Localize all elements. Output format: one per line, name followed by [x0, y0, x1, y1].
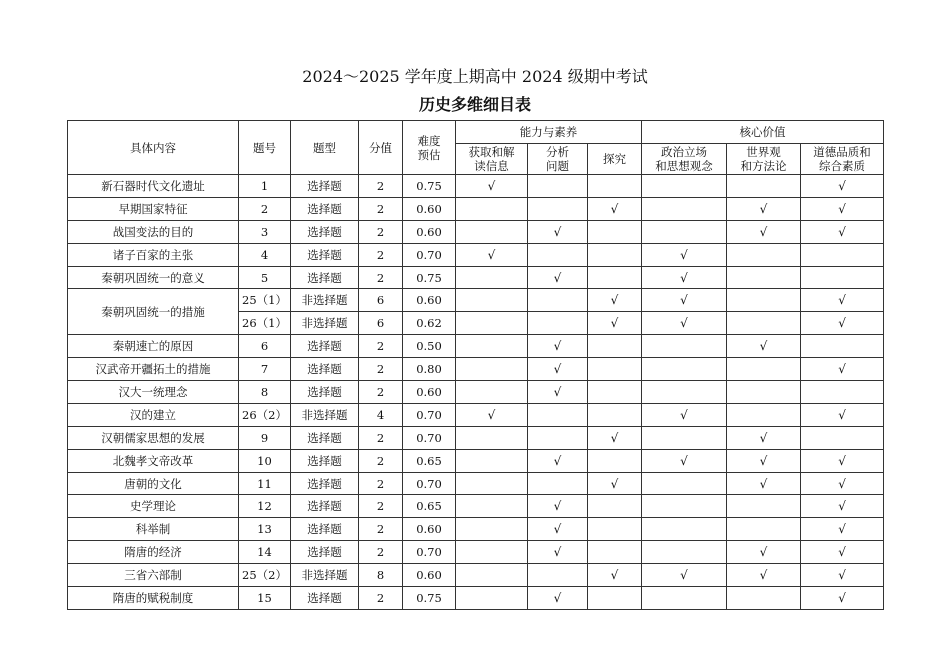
cell-type: 选择题 — [291, 220, 359, 243]
cell-difficulty: 0.70 — [403, 472, 456, 495]
check-ability-info — [456, 335, 528, 358]
check-ability-explore — [588, 220, 642, 243]
check-ability-info — [456, 266, 528, 289]
check-ability-analysis — [528, 197, 588, 220]
check-value-worldview — [727, 335, 801, 358]
check-value-worldview — [727, 175, 801, 198]
cell-score: 2 — [359, 197, 403, 220]
check-value-politics — [642, 403, 727, 426]
check-value-morality — [801, 243, 884, 266]
check-value-morality — [801, 403, 884, 426]
check-value-morality — [801, 312, 884, 335]
check-ability-analysis — [528, 312, 588, 335]
table-row — [68, 266, 884, 289]
header-ability-group: 能力与素养 — [456, 121, 642, 144]
cell-type: 非选择题 — [291, 312, 359, 335]
check-mark-icon: √ — [610, 430, 619, 445]
specification-table — [67, 120, 884, 610]
cell-content: 汉大一统理念 — [68, 381, 239, 404]
check-value-worldview — [727, 426, 801, 449]
check-mark-icon: √ — [838, 590, 846, 605]
check-value-politics — [642, 495, 727, 518]
check-mark-icon: √ — [838, 201, 846, 216]
cell-number: 11 — [239, 472, 291, 495]
cell-number: 25（1） — [239, 289, 291, 312]
check-ability-analysis — [528, 495, 588, 518]
check-value-politics — [642, 472, 727, 495]
cell-content: 秦朝速亡的原因 — [68, 335, 239, 358]
check-value-worldview — [727, 243, 801, 266]
check-ability-analysis — [528, 243, 588, 266]
table-row — [68, 587, 884, 610]
check-mark-icon: √ — [838, 453, 846, 468]
check-mark-icon: √ — [680, 407, 688, 422]
cell-content: 新石器时代文化遗址 — [68, 175, 239, 198]
cell-type: 非选择题 — [291, 564, 359, 587]
check-mark-icon: √ — [759, 201, 768, 216]
cell-difficulty: 0.75 — [403, 175, 456, 198]
check-mark-icon: √ — [838, 476, 846, 491]
cell-score: 4 — [359, 403, 403, 426]
cell-type: 选择题 — [291, 495, 359, 518]
check-ability-analysis — [528, 472, 588, 495]
table-row — [68, 220, 884, 243]
check-value-worldview — [727, 358, 801, 381]
check-ability-info — [456, 518, 528, 541]
table-body — [68, 175, 884, 610]
cell-score: 2 — [359, 243, 403, 266]
check-ability-analysis — [528, 381, 588, 404]
cell-difficulty: 0.60 — [403, 289, 456, 312]
cell-type: 选择题 — [291, 175, 359, 198]
check-value-morality — [801, 426, 884, 449]
cell-type: 选择题 — [291, 587, 359, 610]
check-ability-explore — [588, 197, 642, 220]
cell-number: 13 — [239, 518, 291, 541]
cell-content: 史学理论 — [68, 495, 239, 518]
check-ability-info — [456, 449, 528, 472]
check-value-morality — [801, 335, 884, 358]
cell-content: 北魏孝文帝改革 — [68, 449, 239, 472]
check-ability-analysis — [528, 220, 588, 243]
table-row — [68, 472, 884, 495]
cell-type: 选择题 — [291, 449, 359, 472]
cell-type: 选择题 — [291, 381, 359, 404]
cell-difficulty: 0.50 — [403, 335, 456, 358]
cell-difficulty: 0.60 — [403, 381, 456, 404]
check-mark-icon: √ — [680, 453, 688, 468]
header-ability-info: 获取和解 读信息 — [456, 144, 528, 175]
check-mark-icon: √ — [759, 476, 768, 491]
check-value-politics — [642, 289, 727, 312]
cell-score: 2 — [359, 266, 403, 289]
cell-number: 15 — [239, 587, 291, 610]
cell-type: 选择题 — [291, 266, 359, 289]
cell-score: 2 — [359, 518, 403, 541]
cell-score: 2 — [359, 495, 403, 518]
cell-score: 2 — [359, 426, 403, 449]
cell-type: 选择题 — [291, 358, 359, 381]
check-value-politics — [642, 175, 727, 198]
check-value-politics — [642, 197, 727, 220]
check-ability-analysis — [528, 518, 588, 541]
check-value-morality — [801, 495, 884, 518]
cell-content: 隋唐的经济 — [68, 541, 239, 564]
check-ability-explore — [588, 175, 642, 198]
check-ability-explore — [588, 289, 642, 312]
check-ability-analysis — [528, 564, 588, 587]
check-value-politics — [642, 541, 727, 564]
check-ability-info — [456, 289, 528, 312]
check-value-morality — [801, 266, 884, 289]
check-ability-explore — [588, 564, 642, 587]
check-ability-info — [456, 358, 528, 381]
check-mark-icon: √ — [759, 568, 768, 583]
check-value-worldview — [727, 518, 801, 541]
check-value-worldview — [727, 495, 801, 518]
cell-content: 三省六部制 — [68, 564, 239, 587]
check-ability-analysis — [528, 335, 588, 358]
table-row — [68, 541, 884, 564]
header-score: 分值 — [359, 121, 403, 175]
check-value-morality — [801, 175, 884, 198]
cell-number: 26（1） — [239, 312, 291, 335]
check-mark-icon: √ — [759, 545, 768, 560]
check-mark-icon: √ — [553, 384, 562, 399]
check-mark-icon: √ — [838, 316, 846, 331]
check-value-worldview — [727, 220, 801, 243]
check-value-worldview — [727, 541, 801, 564]
cell-content: 汉武帝开疆拓土的措施 — [68, 358, 239, 381]
cell-difficulty: 0.60 — [403, 518, 456, 541]
check-ability-explore — [588, 587, 642, 610]
check-value-politics — [642, 335, 727, 358]
check-value-morality — [801, 289, 884, 312]
check-value-morality — [801, 449, 884, 472]
cell-difficulty: 0.75 — [403, 266, 456, 289]
check-ability-info — [456, 587, 528, 610]
check-ability-analysis — [528, 358, 588, 381]
check-mark-icon: √ — [680, 270, 688, 285]
check-value-morality — [801, 197, 884, 220]
check-ability-analysis — [528, 175, 588, 198]
check-mark-icon: √ — [553, 362, 562, 377]
check-ability-info — [456, 403, 528, 426]
cell-score: 2 — [359, 381, 403, 404]
check-mark-icon: √ — [759, 453, 768, 468]
cell-number: 25（2） — [239, 564, 291, 587]
check-mark-icon: √ — [553, 224, 562, 239]
cell-number: 5 — [239, 266, 291, 289]
table-row — [68, 243, 884, 266]
check-ability-info — [456, 472, 528, 495]
check-ability-explore — [588, 358, 642, 381]
check-mark-icon: √ — [680, 568, 688, 583]
header-value-group: 核心价值 — [642, 121, 884, 144]
check-value-morality — [801, 518, 884, 541]
cell-score: 6 — [359, 312, 403, 335]
check-value-politics — [642, 312, 727, 335]
header-value-morality: 道德品质和 综合素质 — [801, 144, 884, 175]
check-value-worldview — [727, 312, 801, 335]
check-ability-explore — [588, 335, 642, 358]
cell-score: 2 — [359, 358, 403, 381]
check-value-worldview — [727, 587, 801, 610]
cell-number: 4 — [239, 243, 291, 266]
check-value-politics — [642, 358, 727, 381]
check-mark-icon: √ — [838, 178, 846, 193]
cell-type: 选择题 — [291, 472, 359, 495]
table-row — [68, 335, 884, 358]
table-row — [68, 564, 884, 587]
check-mark-icon: √ — [487, 247, 496, 262]
check-mark-icon: √ — [838, 568, 846, 583]
cell-content: 汉的建立 — [68, 403, 239, 426]
check-value-worldview — [727, 266, 801, 289]
check-value-morality — [801, 564, 884, 587]
cell-type: 非选择题 — [291, 289, 359, 312]
check-ability-analysis — [528, 403, 588, 426]
check-ability-explore — [588, 495, 642, 518]
exam-title: 2024～2025 学年度上期高中 2024 级期中考试 — [302, 67, 648, 86]
check-ability-info — [456, 564, 528, 587]
cell-type: 选择题 — [291, 426, 359, 449]
check-ability-analysis — [528, 587, 588, 610]
check-value-politics — [642, 243, 727, 266]
header-value-politics: 政治立场 和思想观念 — [642, 144, 727, 175]
check-value-morality — [801, 472, 884, 495]
check-value-worldview — [727, 564, 801, 587]
check-value-worldview — [727, 289, 801, 312]
check-ability-info — [456, 426, 528, 449]
check-value-worldview — [727, 472, 801, 495]
cell-number: 9 — [239, 426, 291, 449]
check-value-politics — [642, 449, 727, 472]
header-content: 具体内容 — [68, 121, 239, 175]
check-ability-info — [456, 381, 528, 404]
cell-difficulty: 0.62 — [403, 312, 456, 335]
header-ability-analysis: 分析 问题 — [528, 144, 588, 175]
cell-number: 8 — [239, 381, 291, 404]
cell-number: 7 — [239, 358, 291, 381]
cell-type: 选择题 — [291, 197, 359, 220]
check-mark-icon: √ — [680, 316, 688, 331]
cell-difficulty: 0.60 — [403, 564, 456, 587]
header-difficulty: 难度 预估 — [403, 121, 456, 175]
cell-content: 早期国家特征 — [68, 197, 239, 220]
check-mark-icon: √ — [553, 270, 562, 285]
check-ability-info — [456, 175, 528, 198]
table-title: 历史多维细目表 — [418, 95, 531, 114]
check-mark-icon: √ — [610, 476, 619, 491]
cell-difficulty: 0.75 — [403, 587, 456, 610]
check-value-politics — [642, 426, 727, 449]
check-value-worldview — [727, 403, 801, 426]
cell-type: 选择题 — [291, 518, 359, 541]
check-value-politics — [642, 266, 727, 289]
check-mark-icon: √ — [838, 224, 846, 239]
table-row — [68, 175, 884, 198]
header-ability-explore: 探究 — [588, 144, 642, 175]
cell-number: 14 — [239, 541, 291, 564]
check-mark-icon: √ — [553, 339, 562, 354]
check-mark-icon: √ — [759, 224, 768, 239]
check-mark-icon: √ — [610, 568, 619, 583]
check-ability-explore — [588, 426, 642, 449]
cell-number: 6 — [239, 335, 291, 358]
table-row — [68, 289, 884, 312]
cell-difficulty: 0.70 — [403, 403, 456, 426]
table-row — [68, 381, 884, 404]
check-ability-info — [456, 312, 528, 335]
check-mark-icon: √ — [759, 430, 768, 445]
cell-difficulty: 0.70 — [403, 243, 456, 266]
cell-content: 战国变法的目的 — [68, 220, 239, 243]
check-ability-info — [456, 495, 528, 518]
check-value-worldview — [727, 381, 801, 404]
check-ability-explore — [588, 472, 642, 495]
check-mark-icon: √ — [487, 407, 496, 422]
header-number: 题号 — [239, 121, 291, 175]
check-value-morality — [801, 220, 884, 243]
check-ability-info — [456, 197, 528, 220]
cell-type: 选择题 — [291, 541, 359, 564]
check-ability-explore — [588, 266, 642, 289]
cell-content: 诸子百家的主张 — [68, 243, 239, 266]
check-mark-icon: √ — [680, 247, 688, 262]
table-row — [68, 403, 884, 426]
cell-content: 汉朝儒家思想的发展 — [68, 426, 239, 449]
cell-score: 6 — [359, 289, 403, 312]
cell-difficulty: 0.60 — [403, 220, 456, 243]
cell-difficulty: 0.65 — [403, 495, 456, 518]
table-row — [68, 495, 884, 518]
cell-difficulty: 0.70 — [403, 426, 456, 449]
check-ability-info — [456, 220, 528, 243]
cell-score: 2 — [359, 541, 403, 564]
check-ability-analysis — [528, 266, 588, 289]
check-mark-icon: √ — [838, 293, 846, 308]
cell-content: 科举制 — [68, 518, 239, 541]
cell-content: 秦朝巩固统一的意义 — [68, 266, 239, 289]
check-mark-icon: √ — [553, 453, 562, 468]
check-mark-icon: √ — [553, 522, 562, 537]
cell-score: 2 — [359, 449, 403, 472]
check-mark-icon: √ — [838, 522, 846, 537]
check-ability-explore — [588, 381, 642, 404]
cell-type: 选择题 — [291, 335, 359, 358]
check-value-morality — [801, 358, 884, 381]
check-mark-icon: √ — [838, 362, 846, 377]
check-mark-icon: √ — [838, 407, 846, 422]
header-type: 题型 — [291, 121, 359, 175]
check-mark-icon: √ — [838, 499, 846, 514]
header-value-worldview: 世界观 和方法论 — [727, 144, 801, 175]
check-value-politics — [642, 587, 727, 610]
check-value-politics — [642, 220, 727, 243]
check-mark-icon: √ — [553, 545, 562, 560]
check-value-morality — [801, 381, 884, 404]
check-value-politics — [642, 564, 727, 587]
check-mark-icon: √ — [610, 316, 619, 331]
check-mark-icon: √ — [759, 339, 768, 354]
cell-number: 10 — [239, 449, 291, 472]
cell-number: 2 — [239, 197, 291, 220]
check-ability-explore — [588, 403, 642, 426]
check-mark-icon: √ — [680, 293, 688, 308]
cell-score: 2 — [359, 472, 403, 495]
cell-type: 选择题 — [291, 243, 359, 266]
cell-score: 8 — [359, 564, 403, 587]
cell-number: 3 — [239, 220, 291, 243]
cell-content: 唐朝的文化 — [68, 472, 239, 495]
cell-score: 2 — [359, 587, 403, 610]
table-row — [68, 358, 884, 381]
check-ability-analysis — [528, 426, 588, 449]
cell-difficulty: 0.60 — [403, 197, 456, 220]
check-value-politics — [642, 518, 727, 541]
cell-difficulty: 0.80 — [403, 358, 456, 381]
check-ability-info — [456, 541, 528, 564]
cell-score: 2 — [359, 220, 403, 243]
cell-content: 隋唐的赋税制度 — [68, 587, 239, 610]
cell-difficulty: 0.65 — [403, 449, 456, 472]
check-ability-explore — [588, 243, 642, 266]
cell-score: 2 — [359, 175, 403, 198]
check-mark-icon: √ — [838, 545, 846, 560]
check-mark-icon: √ — [610, 293, 619, 308]
check-ability-explore — [588, 541, 642, 564]
cell-type: 非选择题 — [291, 403, 359, 426]
check-ability-analysis — [528, 289, 588, 312]
cell-number: 26（2） — [239, 403, 291, 426]
check-ability-analysis — [528, 541, 588, 564]
table-row — [68, 197, 884, 220]
cell-score: 2 — [359, 335, 403, 358]
check-ability-explore — [588, 449, 642, 472]
check-value-worldview — [727, 197, 801, 220]
check-mark-icon: √ — [553, 499, 562, 514]
check-mark-icon: √ — [553, 590, 562, 605]
check-value-politics — [642, 381, 727, 404]
check-ability-explore — [588, 312, 642, 335]
check-ability-info — [456, 243, 528, 266]
check-value-morality — [801, 587, 884, 610]
check-ability-explore — [588, 518, 642, 541]
cell-difficulty: 0.70 — [403, 541, 456, 564]
check-value-worldview — [727, 449, 801, 472]
table-row — [68, 449, 884, 472]
cell-content: 秦朝巩固统一的措施 — [68, 289, 239, 335]
table-row — [68, 518, 884, 541]
cell-number: 1 — [239, 175, 291, 198]
cell-number: 12 — [239, 495, 291, 518]
check-ability-analysis — [528, 449, 588, 472]
check-mark-icon: √ — [487, 178, 496, 193]
check-mark-icon: √ — [610, 201, 619, 216]
table-row — [68, 426, 884, 449]
check-value-morality — [801, 541, 884, 564]
